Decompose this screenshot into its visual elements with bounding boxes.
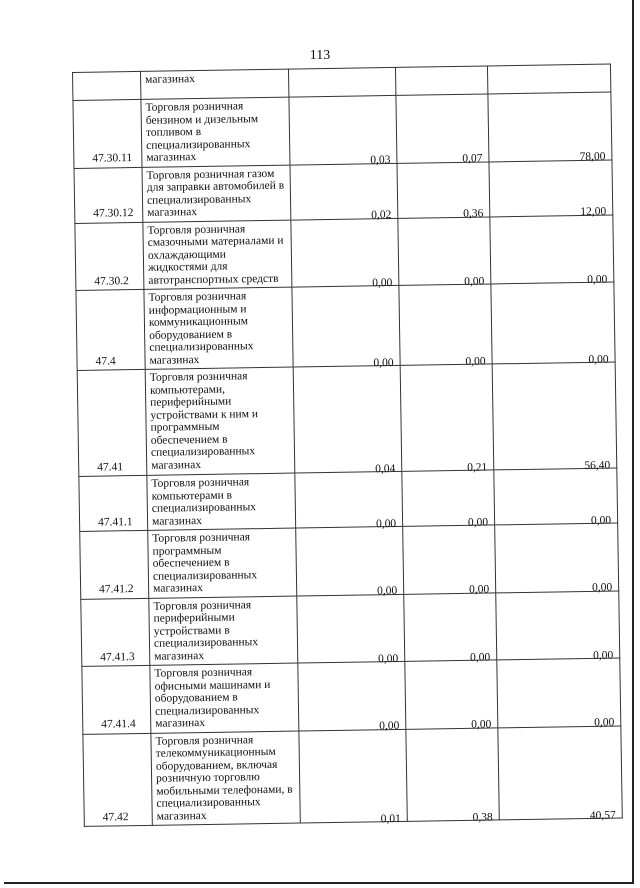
value-cell-a: 0,04 [293,365,402,473]
activity-name-cell: Торговля розничная газом для заправки автомобилей в специализированных магазинах [142,165,291,222]
okved-code-cell: 47.41.1 [79,475,148,531]
okved-code-cell: 47.41.2 [80,530,149,599]
table-row [83,725,622,826]
table-row [80,523,619,599]
value-cell-c: 0,00 [494,468,618,525]
value-cell-c: 12,00 [489,160,613,217]
value-cell-a: 0,00 [291,218,399,287]
okved-code-cell: 47.4 [76,289,145,370]
value-cell-b: 0,38 [406,727,499,821]
page-number: 113 [309,48,331,63]
table-row [81,590,620,666]
value-cell-c [487,64,610,94]
activity-name-cell: Торговля розничная бензином и дизельным топливом в специализированных магазинах [141,97,290,167]
value-cell-a: 0,00 [295,471,403,528]
value-cell-b: 0,00 [404,592,497,661]
value-cell-b: 0,00 [398,216,491,285]
value-cell-b [395,66,487,95]
value-cell-a: 0,01 [299,729,407,823]
value-cell-a: 0,00 [292,285,400,367]
value-cell-c: 0,00 [497,658,621,727]
table-row [79,468,618,531]
activity-name-cell: Торговля розничная информационным и коммуникационным оборудованием в специализированных магазинах [144,287,293,369]
table-row [73,92,612,168]
value-cell-c: 0,00 [490,215,614,284]
value-cell-c: 0,00 [495,523,619,592]
value-cell-a: 0,00 [296,526,404,595]
value-cell-b: 0,21 [400,364,494,471]
table-row [82,658,621,734]
value-cell-c: 78,00 [488,92,612,161]
okved-table [72,64,623,827]
okved-code-cell: 47.42 [83,733,152,827]
value-cell-b: 0,00 [405,660,498,729]
activity-name-cell: Торговля розничная компьютерами в специализированных магазинах [147,473,296,530]
activity-name-cell: Торговля розничная компьютерами, периферийными устройствами к ним и программным обеспечением в специализированных магазинах [145,367,295,475]
okved-code-cell: 47.41.3 [81,598,150,667]
table-row [74,160,613,223]
okved-code-cell: 47.30.2 [75,222,144,291]
value-cell-a: 0,00 [297,594,405,663]
table-row [77,362,617,476]
table-row [75,215,614,291]
value-cell-b: 0,00 [403,525,496,594]
value-cell-b: 0,36 [397,161,490,217]
activity-name-cell: Торговля розничная офисными машинами и оборудованием в специализированных магазинах [150,663,299,733]
okved-code-cell: 47.41.4 [82,665,151,734]
value-cell-a: 0,03 [289,95,397,164]
activity-name-cell: Торговля розничная телекоммуникационным оборудованием, включая розничную торговлю мобильными телефонами, в специализированных магазинах [151,731,300,826]
value-cell-c: 0,00 [491,282,615,364]
table-body [73,64,623,826]
activity-name-cell: магазинах [140,69,288,99]
okved-code-cell: 47.30.11 [73,99,142,168]
value-cell-b: 0,00 [402,470,495,526]
value-cell-a [288,67,395,97]
data-table-sheet [72,64,622,827]
okved-code-cell: 47.30.12 [74,167,143,223]
activity-name-cell: Торговля розничная смазочными материалами и охлаждающими жидкостями для автотранспортных средств [143,220,292,290]
okved-code-cell: 47.41 [77,369,147,476]
value-cell-a: 0,00 [298,661,406,730]
activity-name-cell: Торговля розничная периферийными устройствами в специализированных магазинах [149,596,298,666]
value-cell-b: 0,00 [399,284,492,365]
activity-name-cell: Торговля розничная программным обеспечением в специализированных магазинах [148,528,297,598]
value-cell-b: 0,07 [396,94,489,163]
okved-code-cell [73,71,141,100]
value-cell-a: 0,02 [290,163,398,220]
value-cell-c: 40,57 [498,725,622,819]
value-cell-c: 56,40 [492,362,617,470]
table-row [76,282,615,370]
value-cell-c: 0,00 [496,590,620,659]
